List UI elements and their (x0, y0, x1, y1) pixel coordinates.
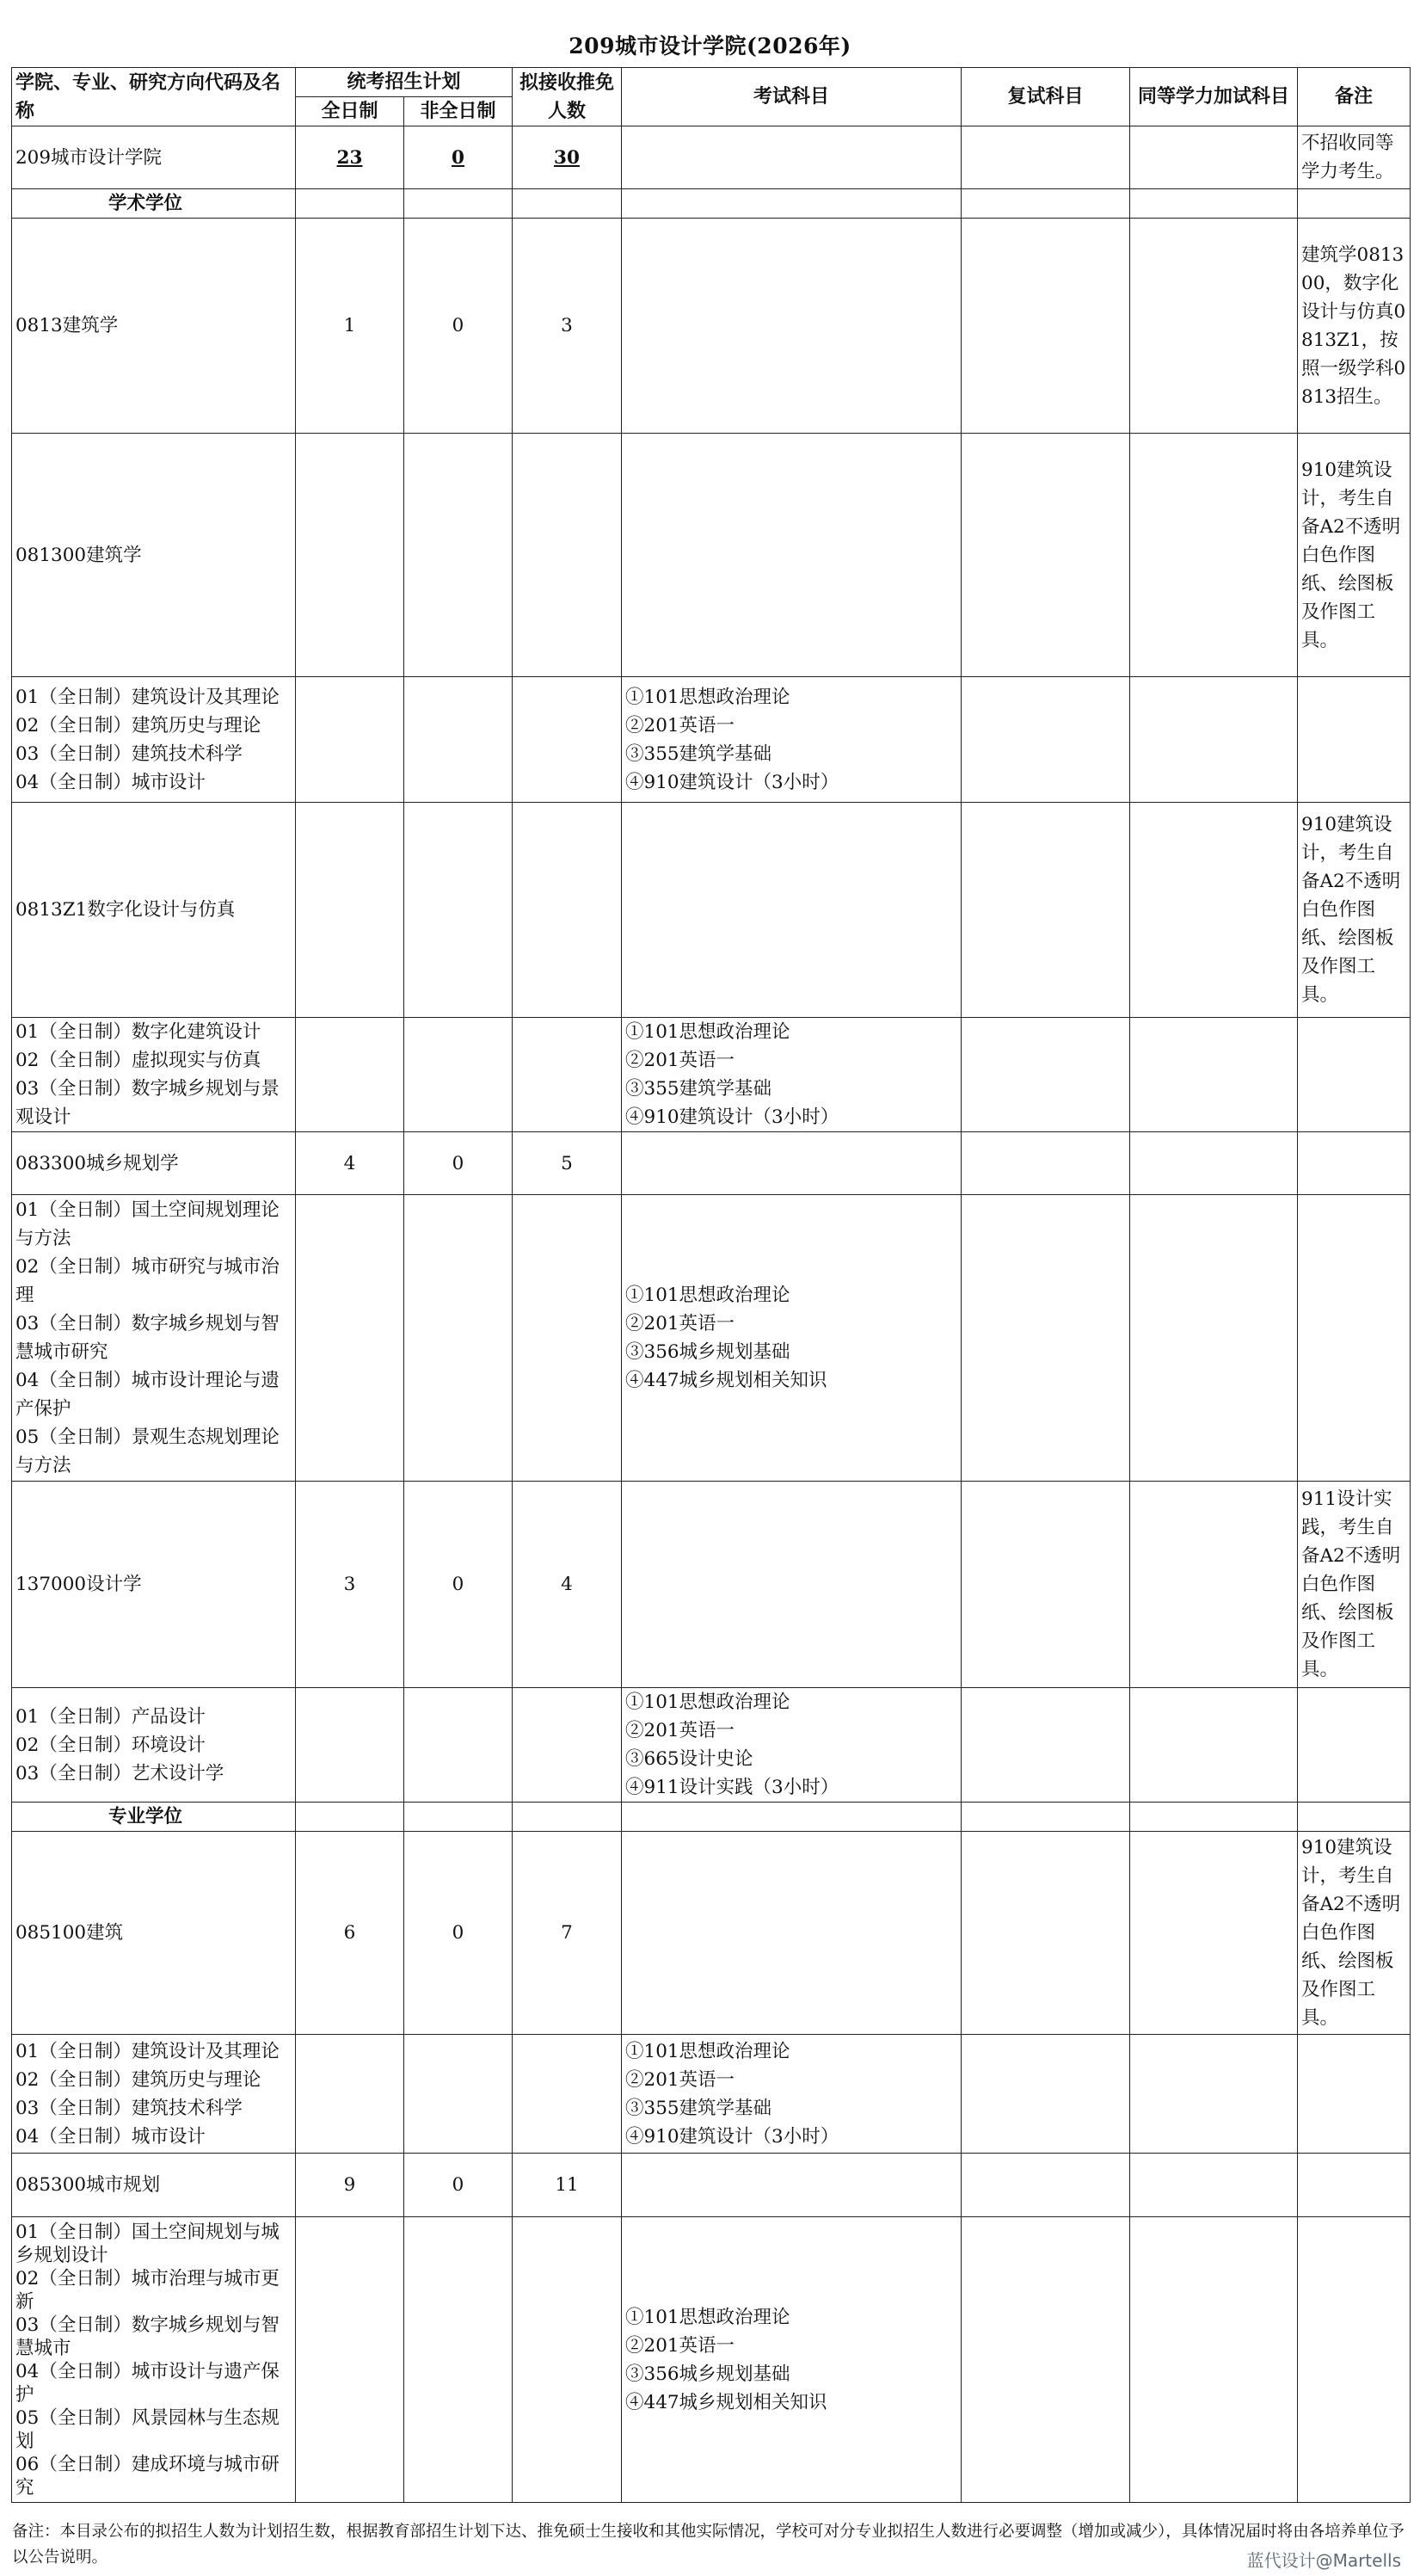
college-name: 209城市设计学院 (12, 126, 296, 189)
header-equiv: 同等学力加试科目 (1130, 68, 1298, 126)
exam-subject-item: ③665设计史论 (625, 1748, 753, 1770)
program-tuimian: 4 (513, 1482, 622, 1688)
table-row (12, 2035, 1411, 2154)
program-tuimian: 7 (513, 1832, 622, 2035)
program-remark: 910建筑设计，考生自备A2不透明白色作图纸、绘图板及作图工具。 (1298, 1832, 1411, 2035)
table-row (12, 2154, 1411, 2217)
exam-subject-item: ④910建筑设计（3小时） (625, 771, 839, 793)
program-name: 0813建筑学 (12, 219, 296, 434)
header-parttime: 非全日制 (404, 97, 513, 126)
direction-item: 02（全日制）建筑历史与理论 (15, 714, 261, 736)
program-parttime: 0 (404, 2154, 513, 2217)
exam-subject-item: ③356城乡规划基础 (625, 1341, 790, 1363)
header-fulltime: 全日制 (296, 97, 404, 126)
direction-item: 04（全日制）城市设计 (15, 771, 206, 793)
direction-list (12, 677, 296, 803)
direction-item: 01（全日制）国土空间规划与城乡规划设计 (15, 2221, 280, 2266)
direction-list (12, 1688, 296, 1803)
direction-item: 05（全日制）风景园林与生态规划 (15, 2407, 280, 2452)
exam-subject-item: ①101思想政治理论 (625, 1021, 790, 1043)
direction-item: 03（全日制）建筑技术科学 (15, 743, 243, 765)
exam-subject-item: ③356城乡规划基础 (625, 2363, 790, 2385)
table-row (12, 1018, 1411, 1132)
college-remark: 不招收同等学力考生。 (1298, 126, 1411, 189)
program-name: 0813Z1数字化设计与仿真 (12, 803, 296, 1018)
direction-item: 06（全日制）建成环境与城市研究 (15, 2453, 280, 2499)
header-tuimian: 拟接收推免人数 (513, 68, 622, 126)
table-row (12, 1688, 1411, 1803)
direction-item: 02（全日制）城市研究与城市治理 (15, 1256, 280, 1306)
program-remark: 910建筑设计，考生自备A2不透明白色作图纸、绘图板及作图工具。 (1298, 434, 1411, 677)
program-fulltime: 9 (296, 2154, 404, 2217)
direction-item: 02（全日制）城市治理与城市更新 (15, 2267, 280, 2313)
college-tuimian: 30 (513, 126, 622, 189)
direction-item: 03（全日制）数字城乡规划与景观设计 (15, 1078, 280, 1128)
exam-subject-list (622, 1018, 962, 1132)
program-fulltime: 3 (296, 1482, 404, 1688)
exam-subject-item: ①101思想政治理论 (625, 2040, 790, 2062)
direction-item: 05（全日制）景观生态规划理论与方法 (15, 1427, 280, 1476)
direction-item: 03（全日制）数字城乡规划与智慧城市 (15, 2314, 280, 2359)
direction-item: 04（全日制）城市设计 (15, 2125, 206, 2148)
exam-subject-item: ②201英语一 (625, 1313, 735, 1334)
exam-subject-item: ①101思想政治理论 (625, 1285, 790, 1306)
exam-subject-item: ④447城乡规划相关知识 (625, 1370, 827, 1391)
program-parttime: 0 (404, 219, 513, 434)
program-fulltime: 1 (296, 219, 404, 434)
table-row (12, 1195, 1411, 1482)
program-remark: 911设计实践，考生自备A2不透明白色作图纸、绘图板及作图工具。 (1298, 1482, 1411, 1688)
table-row (12, 1482, 1411, 1688)
exam-subject-list (622, 2035, 962, 2154)
program-name: 137000设计学 (12, 1482, 296, 1688)
program-fulltime: 4 (296, 1132, 404, 1195)
exam-subject-item: ④910建筑设计（3小时） (625, 1106, 839, 1128)
exam-subject-item: ③355建筑学基础 (625, 2097, 772, 2119)
exam-subject-item: ③355建筑学基础 (625, 743, 772, 765)
direction-item: 03（全日制）数字城乡规划与智慧城市研究 (15, 1313, 280, 1363)
table-row (12, 1832, 1411, 2035)
program-name: 083300城乡规划学 (12, 1132, 296, 1195)
table-row (12, 126, 1411, 189)
program-name: 085300城市规划 (12, 2154, 296, 2217)
program-tuimian: 5 (513, 1132, 622, 1195)
header-name: 学院、专业、研究方向代码及名称 (12, 68, 296, 126)
direction-item: 01（全日制）产品设计 (15, 1705, 206, 1728)
direction-item: 01（全日制）国土空间规划理论与方法 (15, 1199, 280, 1249)
exam-subject-list (622, 2217, 962, 2503)
direction-item: 02（全日制）虚拟现实与仿真 (15, 1050, 261, 1071)
exam-subject-item: ②201英语一 (625, 714, 735, 736)
direction-item: 04（全日制）城市设计与遗产保护 (15, 2360, 280, 2406)
footer-note: 备注：本目录公布的拟招生人数为计划招生数，根据教育部招生计划下达、推免硕士生接收和其他实际情况，学校可对分专业拟招生人数进行必要调整（增加或减少），具体情况届时将由各培养单位予以公告说明。 (12, 2523, 1405, 2567)
section-professional: 专业学位 (12, 1803, 296, 1832)
exam-subject-item: ①101思想政治理论 (625, 1692, 790, 1713)
table-row (12, 803, 1411, 1018)
section-row (12, 1803, 1411, 1832)
table-row (12, 219, 1411, 434)
program-remark: 910建筑设计，考生自备A2不透明白色作图纸、绘图板及作图工具。 (1298, 803, 1411, 1018)
header-plan: 统考招生计划 (296, 68, 513, 97)
direction-list (12, 1018, 296, 1132)
exam-subject-item: ①101思想政治理论 (625, 686, 790, 708)
watermark: 蓝代设计@Martells (1246, 2550, 1401, 2571)
section-row (12, 189, 1411, 219)
program-tuimian: 11 (513, 2154, 622, 2217)
exam-subject-item: ②201英语一 (625, 1050, 735, 1071)
exam-subject-list (622, 1688, 962, 1803)
admission-catalog-table (11, 67, 1411, 2503)
direction-list (12, 2217, 296, 2503)
direction-item: 02（全日制）建筑历史与理论 (15, 2068, 261, 2091)
table-row (12, 677, 1411, 803)
program-parttime: 0 (404, 1132, 513, 1195)
exam-subject-list (622, 1195, 962, 1482)
direction-item: 01（全日制）建筑设计及其理论 (15, 2040, 280, 2062)
program-name: 081300建筑学 (12, 434, 296, 677)
direction-list (12, 2035, 296, 2154)
program-tuimian: 3 (513, 219, 622, 434)
exam-subject-list (622, 677, 962, 803)
exam-subject-item: ④910建筑设计（3小时） (625, 2125, 839, 2148)
program-parttime: 0 (404, 1482, 513, 1688)
header-exam: 考试科目 (622, 68, 962, 126)
college-parttime: 0 (404, 126, 513, 189)
table-row (12, 1132, 1411, 1195)
direction-list (12, 1195, 296, 1482)
college-fulltime: 23 (296, 126, 404, 189)
direction-item: 04（全日制）城市设计理论与遗产保护 (15, 1370, 280, 1420)
header-row-1 (12, 68, 1411, 97)
program-parttime: 0 (404, 1832, 513, 2035)
direction-item: 01（全日制）数字化建筑设计 (15, 1021, 261, 1043)
section-academic: 学术学位 (12, 189, 296, 219)
direction-item: 03（全日制）艺术设计学 (15, 1762, 224, 1784)
direction-item: 01（全日制）建筑设计及其理论 (15, 686, 280, 708)
exam-subject-item: ①101思想政治理论 (625, 2306, 790, 2328)
direction-item: 02（全日制）环境设计 (15, 1734, 206, 1756)
exam-subject-item: ②201英语一 (625, 1720, 735, 1741)
header-retest: 复试科目 (962, 68, 1130, 126)
table-row (12, 2217, 1411, 2503)
table-row (12, 434, 1411, 677)
program-fulltime: 6 (296, 1832, 404, 2035)
exam-subject-item: ③355建筑学基础 (625, 1078, 772, 1100)
exam-subject-item: ④447城乡规划相关知识 (625, 2391, 827, 2413)
program-name: 085100建筑 (12, 1832, 296, 2035)
header-remark: 备注 (1298, 68, 1411, 126)
program-remark: 建筑学081300，数字化设计与仿真0813Z1，按照一级学科0813招生。 (1298, 219, 1411, 434)
exam-subject-item: ②201英语一 (625, 2334, 735, 2357)
exam-subject-item: ④911设计实践（3小时） (625, 1777, 839, 1798)
direction-item: 03（全日制）建筑技术科学 (15, 2097, 243, 2119)
page-title: 209城市设计学院(2026年) (569, 34, 851, 59)
exam-subject-item: ②201英语一 (625, 2068, 735, 2091)
